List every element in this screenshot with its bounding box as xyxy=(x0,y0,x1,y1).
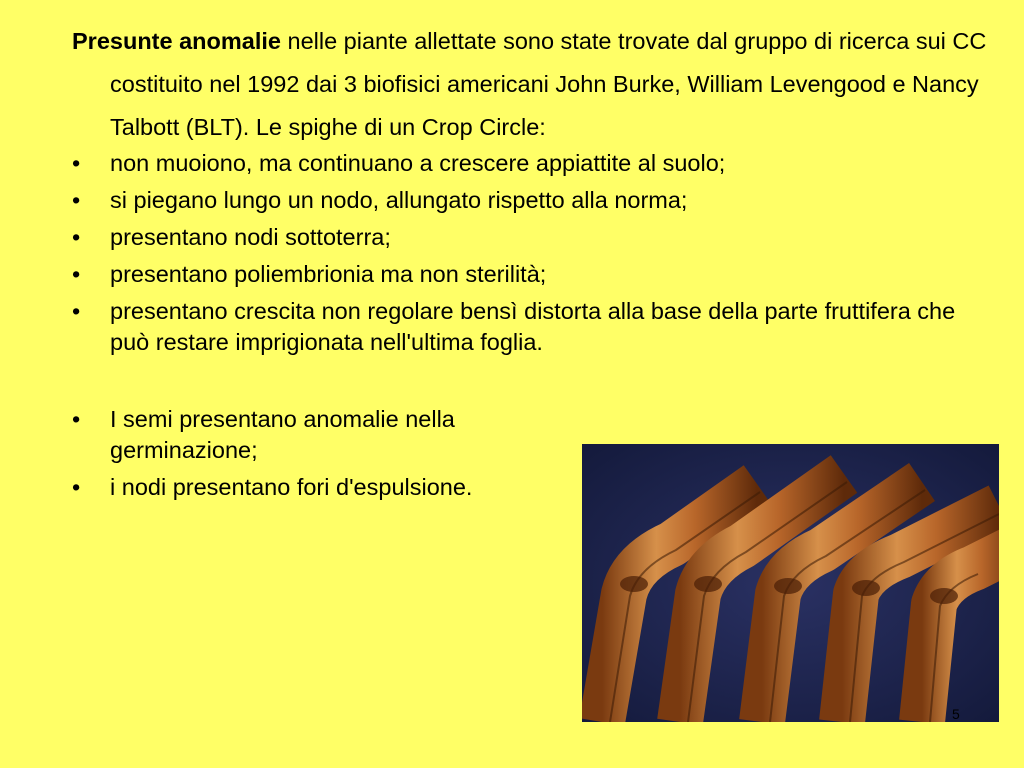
list-item: • i nodi presentano fori d'espulsione. xyxy=(72,472,572,503)
anomalies-list xyxy=(72,148,992,364)
list-item: • presentano nodi sottoterra; xyxy=(72,222,992,253)
list-item: • presentano crescita non regolare bensì distorta alla base della parte fruttifera che può restare imprigionata nell'ultima foglia. xyxy=(72,296,992,358)
intro-text: nelle piante allettate sono state trovate dal gruppo di ricerca sui CC costituito nel 1992 dai 3 biofisici americani John Burke, William Levengood e Nancy Talbott (BLT). Le spighe di un Crop Circle: xyxy=(110,28,987,140)
intro-heading: Presunte anomalie xyxy=(72,28,281,54)
list-item: • I semi presentano anomalie nella germinazione; xyxy=(72,404,572,466)
list-item: • presentano poliembrionia ma non sterilità; xyxy=(72,259,992,290)
bent-stalks-photo xyxy=(582,444,999,722)
list-item: • non muoiono, ma continuano a crescere appiattite al suolo; xyxy=(72,148,992,179)
intro-paragraph xyxy=(72,20,1024,149)
page-number: 5 xyxy=(952,706,960,722)
seeds-nodes-list xyxy=(72,404,572,509)
list-item: • si piegano lungo un nodo, allungato rispetto alla norma; xyxy=(72,185,992,216)
